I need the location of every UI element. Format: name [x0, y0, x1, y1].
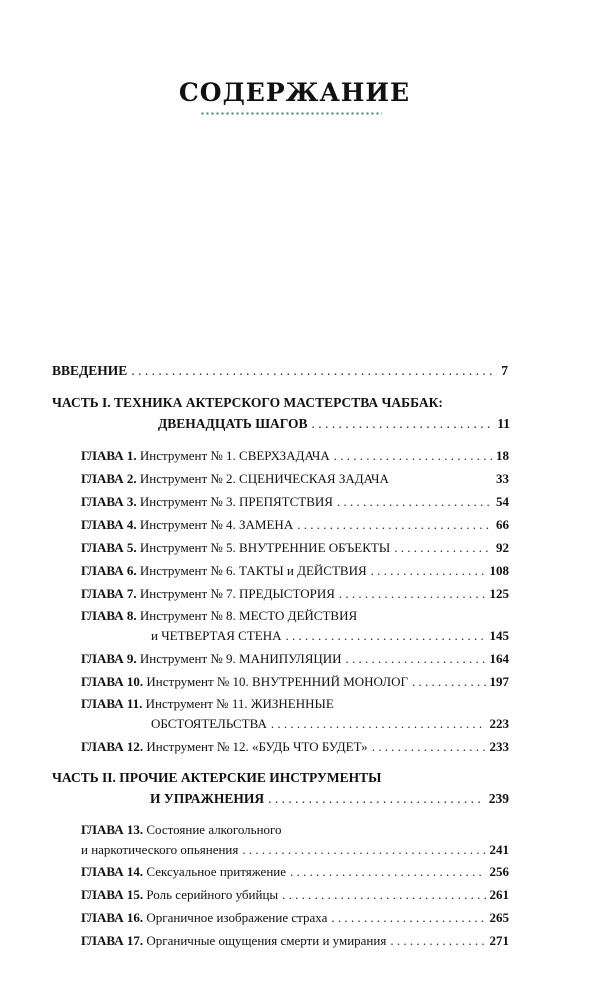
chapter-number: ГЛАВА 12.	[81, 739, 144, 754]
chapter-title: Инструмент № 3. ПРЕПЯТСТВИЯ	[139, 494, 333, 509]
toc-page-number: 239	[488, 791, 509, 806]
toc-part1-heading-line1[interactable]: ЧАСТЬ I. ТЕХНИКА АКТЕРСКОГО МАСТЕРСТВА ЧАББАК:	[52, 395, 443, 410]
chapter-title: Инструмент № 7. ПРЕДЫСТОРИЯ	[139, 586, 335, 601]
leader-dots	[131, 361, 497, 381]
chapter-number: ГЛАВА 16.	[81, 910, 144, 925]
leader-dots	[282, 885, 485, 905]
toc-page-number: 261	[489, 887, 509, 902]
page-title: СОДЕРЖАНИЕ	[178, 78, 411, 107]
toc-chapter-6[interactable]	[81, 561, 509, 581]
leader-dots	[339, 584, 486, 604]
toc-chapter-9[interactable]	[81, 649, 509, 669]
toc-part1-heading-line2[interactable]	[158, 414, 510, 434]
toc-page-number: 11	[497, 416, 510, 431]
chapter-number: ГЛАВА 1.	[81, 448, 137, 463]
leader-dots	[372, 737, 486, 757]
toc-page-number: 164	[489, 651, 509, 666]
toc-page-number: 108	[489, 563, 509, 578]
toc-chapter-11-line2[interactable]	[151, 714, 509, 734]
chapter-number: ГЛАВА 3.	[81, 494, 137, 509]
chapter-number: ГЛАВА 15.	[81, 887, 144, 902]
toc-chapter-14[interactable]	[81, 862, 509, 882]
chapter-title: Сексуальное притяжение	[146, 864, 286, 879]
toc-page-number: 265	[489, 910, 509, 925]
chapter-number: ГЛАВА 9.	[81, 651, 137, 666]
toc-page-number: 33	[496, 471, 509, 486]
toc-page-number: 233	[489, 739, 509, 754]
toc-page-number: 271	[489, 933, 509, 948]
toc-page-number: 241	[489, 842, 509, 857]
chapter-title: Инструмент № 2. СЦЕНИЧЕСКАЯ ЗАДАЧА	[139, 471, 389, 486]
toc-chapter-1[interactable]	[81, 446, 509, 466]
leader-dots	[346, 649, 486, 669]
leader-dots	[331, 908, 485, 928]
toc-page-number: 125	[489, 586, 509, 601]
leader-dots	[412, 672, 486, 692]
chapter-title: Инструмент № 10. ВНУТРЕННИЙ МОНОЛОГ	[146, 674, 408, 689]
chapter-title: Инструмент № 11. ЖИЗНЕННЫЕ	[145, 696, 334, 711]
chapter-number: ГЛАВА 4.	[81, 517, 137, 532]
chapter-title: Инструмент № 9. МАНИПУЛЯЦИИ	[139, 651, 342, 666]
chapter-number: ГЛАВА 13.	[81, 822, 144, 837]
toc-part2-heading-line1[interactable]: ЧАСТЬ II. ПРОЧИЕ АКТЕРСКИЕ ИНСТРУМЕНТЫ	[52, 770, 382, 785]
chapter-number: ГЛАВА 7.	[81, 586, 137, 601]
chapter-title: Инструмент № 12. «БУДЬ ЧТО БУДЕТ»	[146, 739, 368, 754]
leader-dots	[297, 515, 492, 535]
chapter-number: ГЛАВА 2.	[81, 471, 137, 486]
toc-chapter-7[interactable]	[81, 584, 509, 604]
toc-chapter-12[interactable]	[81, 737, 509, 757]
chapter-title: Органичное изображение страха	[146, 910, 328, 925]
leader-dots	[285, 626, 485, 646]
chapter-title-continued: и наркотического опьянения	[81, 842, 239, 857]
chapter-number: ГЛАВА 6.	[81, 563, 137, 578]
toc-entry-label: ВВЕДЕНИЕ	[52, 363, 128, 378]
chapter-number: ГЛАВА 5.	[81, 540, 137, 555]
chapter-title: Инструмент № 6. ТАКТЫ и ДЕЙСТВИЯ	[139, 563, 367, 578]
chapter-number: ГЛАВА 17.	[81, 933, 144, 948]
toc-page-number: 92	[496, 540, 509, 555]
leader-dots	[394, 538, 492, 558]
toc-chapter-13-line2[interactable]	[81, 840, 509, 860]
toc-chapter-11-line1[interactable]	[81, 694, 334, 714]
toc-chapter-15[interactable]	[81, 885, 509, 905]
chapter-title-continued: и ЧЕТВЕРТАЯ СТЕНА	[151, 628, 282, 643]
chapter-title: Инструмент № 5. ВНУТРЕННИЕ ОБЪЕКТЫ	[139, 540, 391, 555]
toc-chapter-8-line2[interactable]	[151, 626, 509, 646]
chapter-title-continued: ОБСТОЯТЕЛЬСТВА	[151, 716, 267, 731]
toc-chapter-10[interactable]	[81, 672, 509, 692]
toc-page-number: 54	[496, 494, 509, 509]
toc-chapter-13-line1[interactable]	[81, 820, 282, 840]
toc-chapter-5[interactable]	[81, 538, 509, 558]
toc-chapter-3[interactable]	[81, 492, 509, 512]
toc-entry-intro[interactable]	[52, 361, 508, 381]
chapter-title: Инструмент № 1. СВЕРХЗАДАЧА	[139, 448, 330, 463]
leader-dots	[268, 789, 485, 809]
chapter-number: ГЛАВА 8.	[81, 608, 137, 623]
toc-chapter-2[interactable]	[81, 469, 509, 489]
chapter-title: Роль серийного убийцы	[146, 887, 279, 902]
toc-page-number: 197	[489, 674, 509, 689]
toc-chapter-16[interactable]	[81, 908, 509, 928]
chapter-number: ГЛАВА 11.	[81, 696, 143, 711]
toc-page-number: 145	[489, 628, 509, 643]
toc-page-number: 18	[496, 448, 509, 463]
toc-chapter-17[interactable]	[81, 931, 509, 951]
toc-part2-heading-line2[interactable]	[150, 789, 509, 809]
chapter-title: Состояние алкогольного	[146, 822, 282, 837]
toc-page-number: 223	[489, 716, 509, 731]
leader-dots	[390, 931, 485, 951]
chapter-title: Инструмент № 4. ЗАМЕНА	[139, 517, 294, 532]
leader-dots	[334, 446, 492, 466]
leader-dots	[242, 840, 485, 860]
leader-dots	[312, 414, 494, 434]
toc-chapter-4[interactable]	[81, 515, 509, 535]
toc-entry-label: И УПРАЖНЕНИЯ	[150, 791, 265, 806]
leader-dots	[290, 862, 486, 882]
toc-page-number: 256	[489, 864, 509, 879]
toc-entry-label: ДВЕНАДЦАТЬ ШАГОВ	[158, 416, 308, 431]
chapter-title: Органичные ощущения смерти и умирания	[146, 933, 387, 948]
toc-page-number: 66	[496, 517, 509, 532]
toc-page-number: 7	[501, 363, 508, 378]
chapter-number: ГЛАВА 14.	[81, 864, 144, 879]
leader-dots	[371, 561, 486, 581]
leader-dots	[271, 714, 486, 734]
chapter-title: Инструмент № 8. МЕСТО ДЕЙСТВИЯ	[139, 608, 358, 623]
toc-chapter-8-line1[interactable]	[81, 606, 357, 626]
chapter-number: ГЛАВА 10.	[81, 674, 144, 689]
leader-dots	[337, 492, 492, 512]
